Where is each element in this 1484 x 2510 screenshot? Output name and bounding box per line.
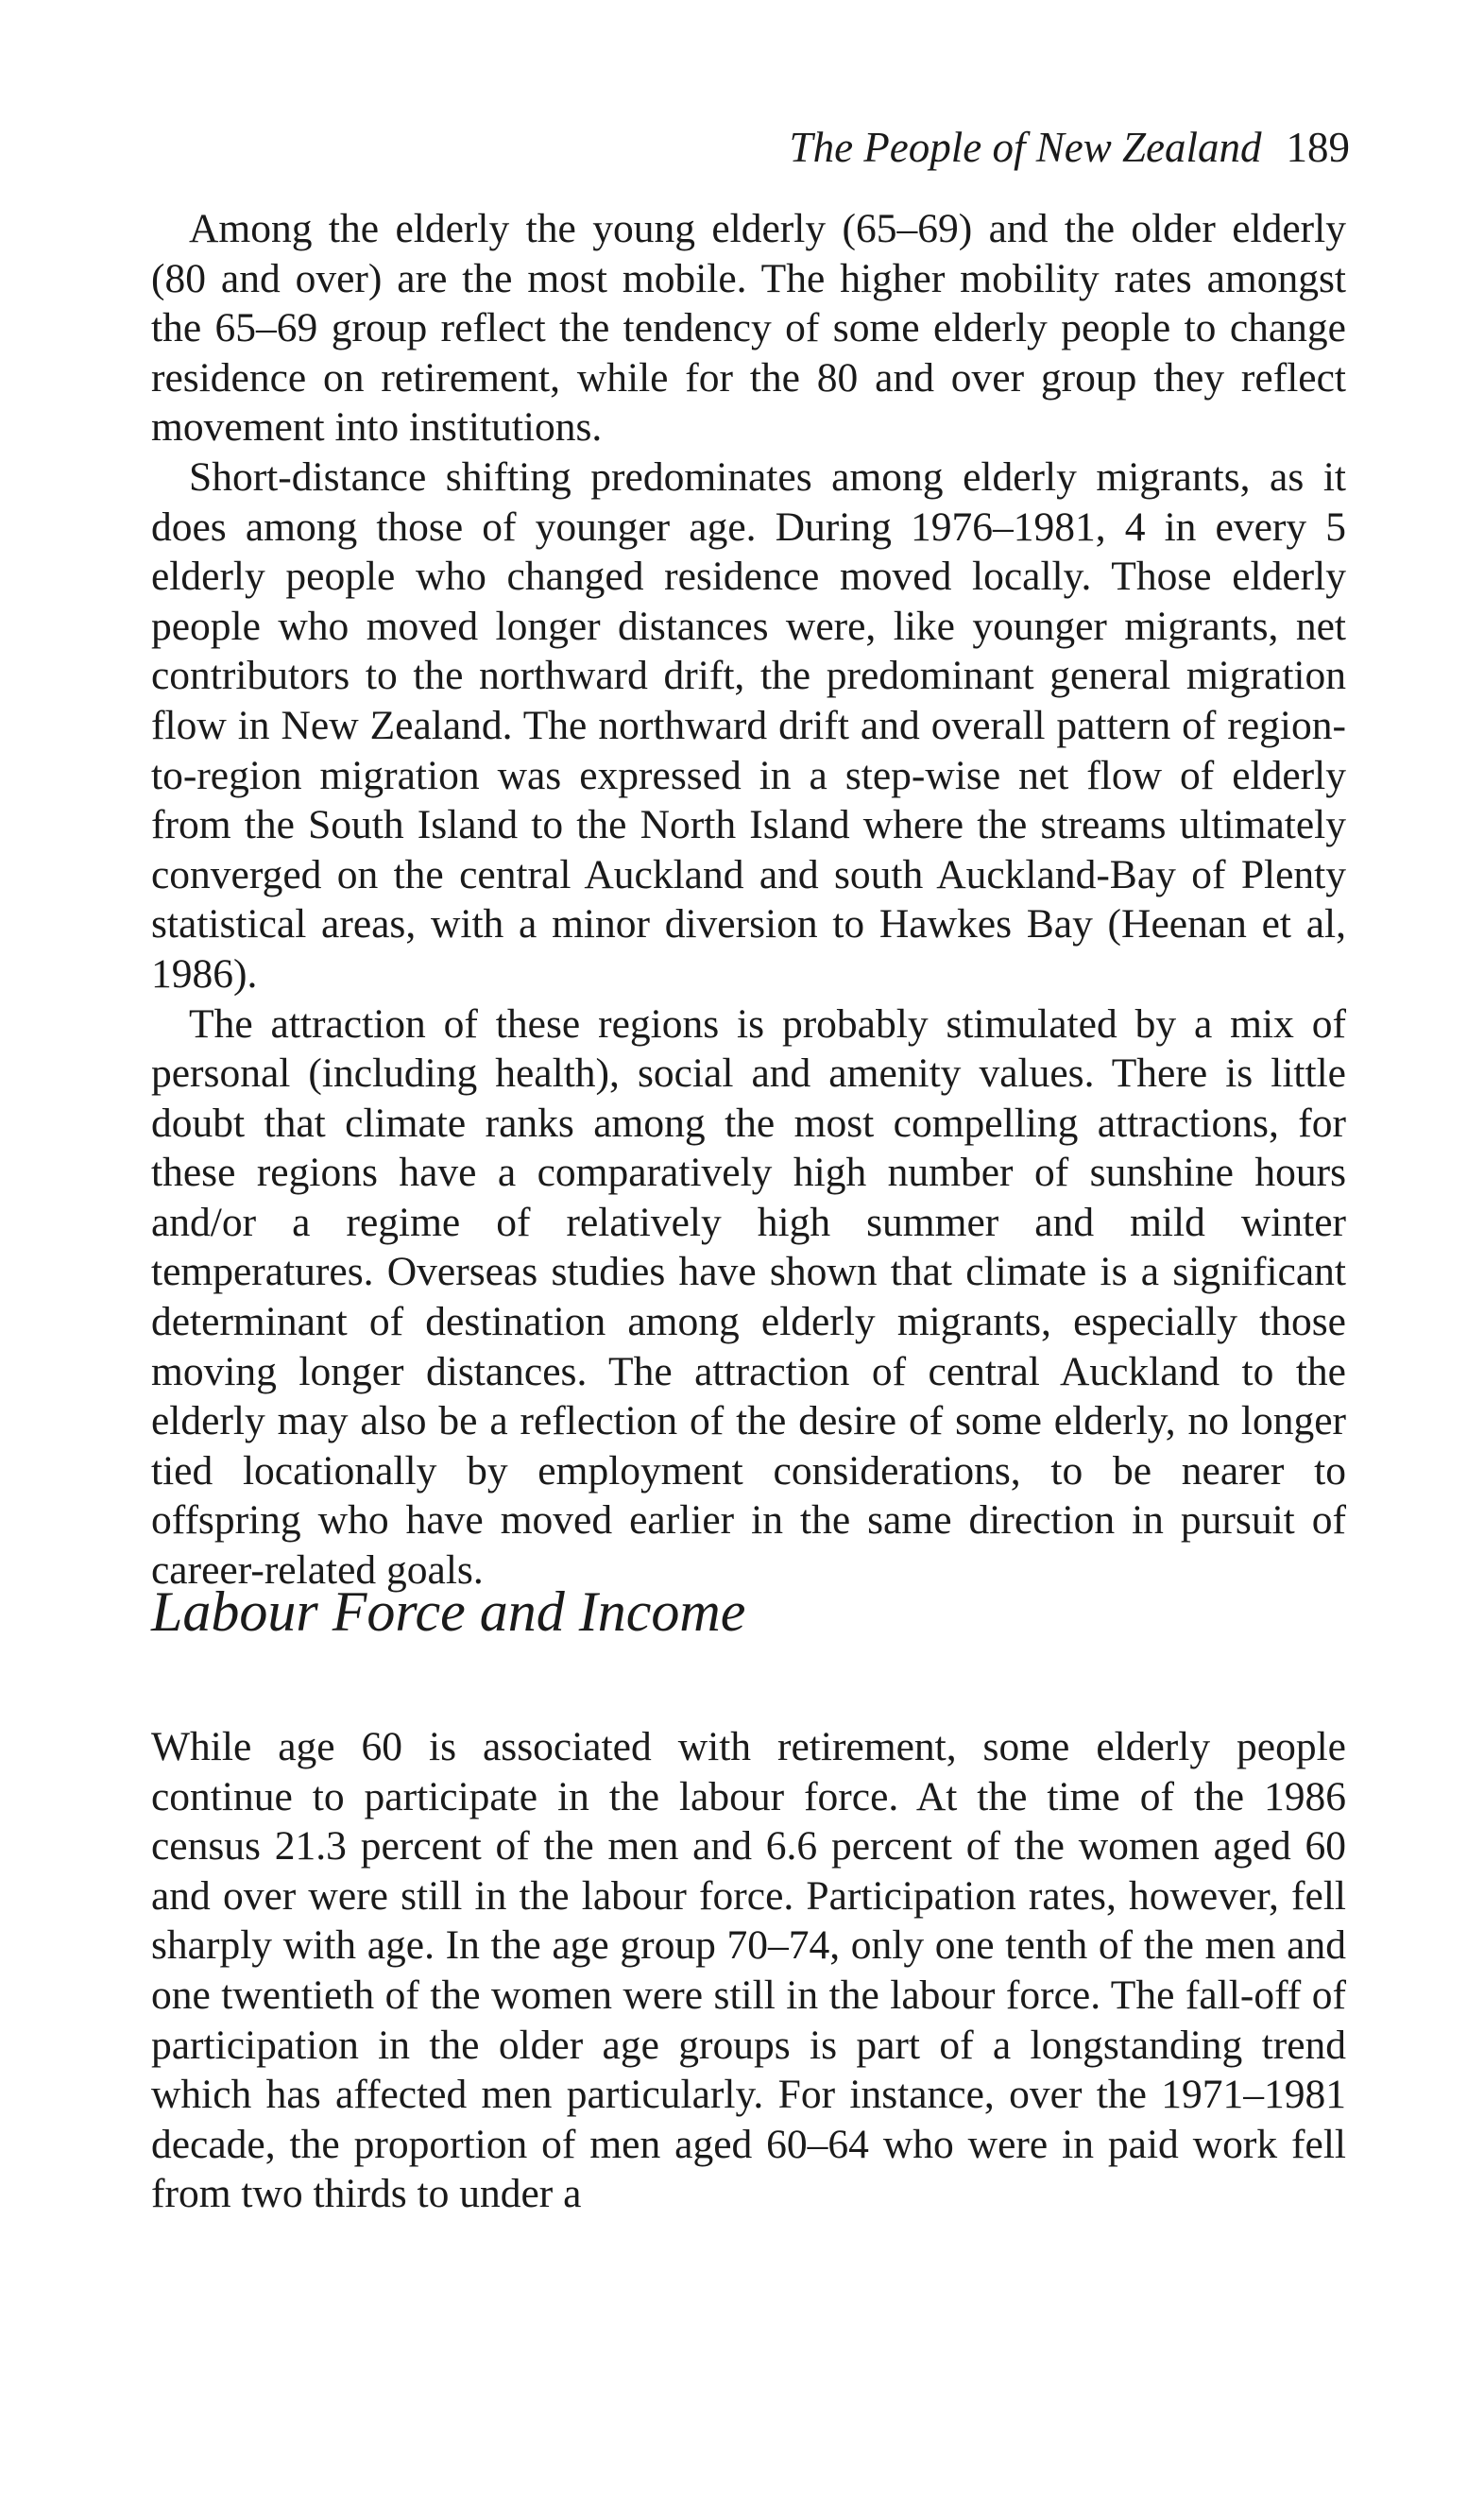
page-number: 189 [1286, 124, 1350, 171]
paragraph-short-distance-shifting: Short-distance shifting predominates among elderly migrants, as it does among those of younger age. During 1976–1981, 4 in every 5 elderly people who changed residence moved locally. Those elderly people who moved longer distances were, like younger migrants, net contributors to the northward drift, the predominant general migration flow in New Zealand. The northward drift and overall pattern of region-to-region migration was expressed in a step-wise net flow of elderly from the South Island to the North Island where the streams ultimately converged on the central Auckland and south Auckland-Bay of Plenty statistical areas, with a minor diversion to Hawkes Bay (Heenan et al, 1986). [151, 453, 1346, 997]
paragraph-elderly-mobility: Among the elderly the young elderly (65–69) and the older elderly (80 and over) are the most mobile. The higher mobility rates amongst the 65–69 group reflect the tendency of some elderly people to change residence on retirement, while for the 80 and over group they reflect movement into institutions. [151, 206, 1346, 451]
running-head [790, 121, 1350, 174]
paragraph-labour-force: While age 60 is associated with retirement, some elderly people continue to participate in the labour force. At the time of the 1986 census 21.3 percent of the men and 6.6 percent of the women aged 60 and over were still in the labour force. Participation rates, however, fell sharply with age. In the age group 70–74, only one tenth of the men and one twentieth of the women were still in the labour force. The fall-off of participation in the older age groups is part of a longstanding trend which has affected men particularly. For instance, over the 1971–1981 decade, the proportion of men aged 60–64 who were in paid work fell from two thirds to under a [151, 1724, 1346, 2217]
section-text-block [151, 1722, 1346, 2219]
running-title: The People of New Zealand [789, 124, 1262, 171]
paragraph-regional-attraction: The attraction of these regions is probably stimulated by a mix of personal (including health), social and amenity values. There is little doubt that climate ranks among the most compelling attractions, for these regions have a comparatively high number of sunshine hours and/or a regime of relatively high summer and mild winter temperatures. Overseas studies have shown that climate is a significant determinant of destination among elderly migrants, especially those moving longer distances. The attraction of central Auckland to the elderly may also be a reflection of the desire of some elderly, no longer tied locationally by employment considerations, to be nearer to offspring who have moved earlier in the same direction in pursuit of career-related goals. [151, 1000, 1346, 1594]
section-heading: Labour Force and Income [151, 1580, 746, 1643]
body-text-block [151, 204, 1346, 1596]
